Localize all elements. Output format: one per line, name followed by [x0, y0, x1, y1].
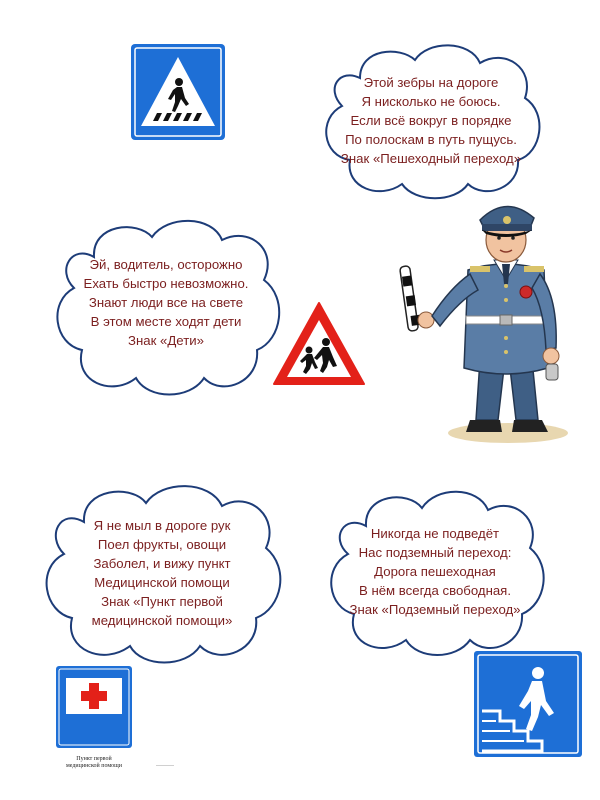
poem-line: Знак «Дети»: [128, 332, 204, 348]
children-crossing-icon: [271, 300, 367, 388]
divider: [156, 765, 174, 766]
poem-text: [40, 478, 284, 668]
policeman-icon: [398, 188, 588, 448]
pedestrian-crossing-sign: [131, 44, 225, 140]
poem-line: Этой зебры на дороге: [363, 75, 499, 90]
poem-line: Дорога пешеходная: [374, 564, 496, 579]
poem-cloud-first-aid: [40, 478, 284, 668]
poem-text: [52, 212, 280, 402]
underground-crossing-icon: [474, 651, 582, 757]
poem-line: Если всё вокруг в порядке: [350, 113, 512, 128]
poem-line: Поел фрукты, овощи: [97, 537, 227, 552]
poem-cloud-children: [52, 212, 280, 402]
first-aid-caption: [56, 756, 132, 770]
traffic-policeman-illustration: [398, 188, 588, 448]
poem-text: [326, 484, 544, 659]
caption-line: Пункт первой: [76, 756, 112, 762]
poem-cloud-underground-crossing: [326, 484, 544, 659]
poem-text: [320, 38, 542, 203]
first-aid-sign: [56, 666, 132, 770]
poem-line: Знак «Пешеходный переход»: [340, 151, 522, 166]
poem-line: В нём всегда свободная.: [358, 583, 511, 598]
poem-line: медицинской помощи»: [91, 613, 233, 628]
poem-line: Медицинской помощи: [94, 575, 230, 590]
poem-line: В этом месте ходят дети: [90, 313, 242, 329]
poem-line: Знак «Подземный переход»: [349, 602, 521, 617]
poem-line: Ехать быстро невозможно.: [83, 275, 249, 291]
poem-line: Никогда не подведёт: [370, 526, 500, 541]
poem-line: Я не мыл в дороге рук: [93, 518, 231, 533]
poem-line: Я нисколько не боюсь.: [361, 94, 501, 109]
poem-line: Знают люди все на свете: [88, 294, 244, 310]
poem-line: По полоскам в путь пущусь.: [345, 132, 517, 147]
poem-cloud-pedestrian-crossing: [320, 38, 542, 203]
caption-line: медицинской помощи: [66, 763, 122, 769]
poem-line: Нас подземный переход:: [358, 545, 512, 560]
children-warning-sign: [271, 300, 367, 388]
poem-line: Знак «Пункт первой: [101, 594, 223, 609]
poem-line: Эй, водитель, осторожно: [89, 256, 243, 272]
pedestrian-crossing-icon: [131, 44, 225, 140]
underground-crossing-sign: [474, 651, 582, 757]
first-aid-icon: [56, 666, 132, 748]
poem-line: Заболел, и вижу пункт: [93, 556, 231, 571]
